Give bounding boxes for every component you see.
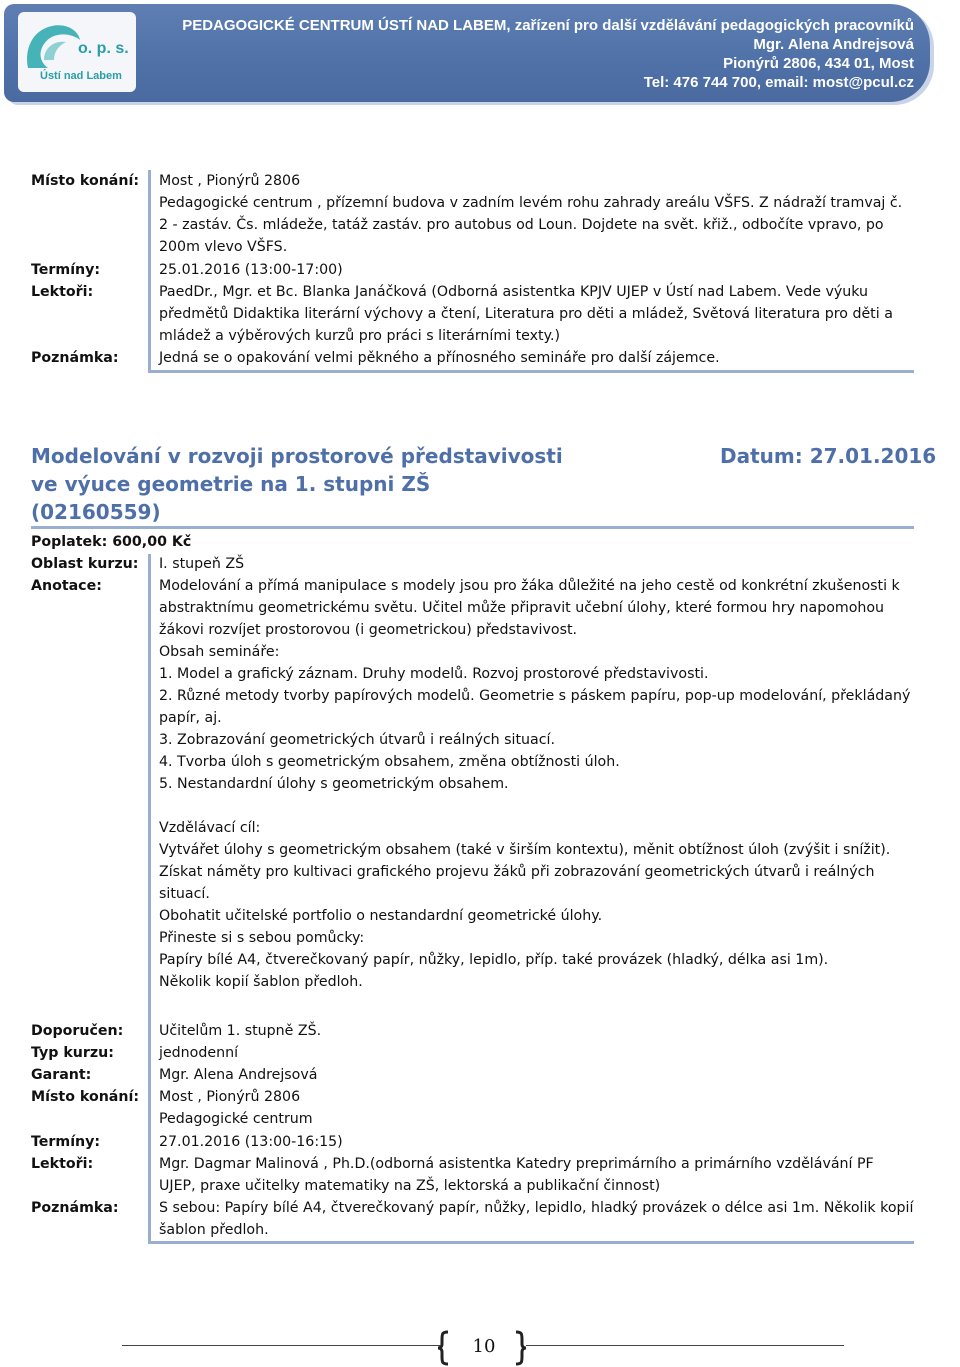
- doporucen-label: Doporučen:: [31, 1023, 124, 1039]
- logo-swirl-icon: [22, 20, 82, 74]
- anotace-cil-item: Obohatit učitelské portfolio o nestandardní geometrické úlohy.: [159, 908, 603, 924]
- course-title-line1: Modelování v rozvoji prostorové představivosti: [31, 444, 563, 468]
- prev-bottom-rule: [148, 370, 914, 373]
- oblast-label: Oblast kurzu:: [31, 556, 139, 572]
- prev-poznamka-label: Poznámka:: [31, 350, 119, 366]
- page-number: 10: [472, 1336, 496, 1357]
- poznamka-value: S sebou: Papíry bílé A4, čtverečkovaný papír, nůžky, lepidlo, hladký provázek o délce asi 1m. Několik kopií šablon předloh.: [159, 1200, 914, 1238]
- poznamka-label: Poznámka:: [31, 1200, 119, 1216]
- typ-value: jednodenní: [159, 1045, 239, 1061]
- misto-address: Most , Pionýrů 2806: [159, 1089, 301, 1105]
- anotace-obsah-heading: Obsah semináře:: [159, 644, 280, 660]
- prev-terminy-value: 25.01.2016 (13:00-17:00): [159, 262, 343, 278]
- garant-value: Mgr. Alena Andrejsová: [159, 1067, 318, 1083]
- course-date: Datum: 27.01.2016: [720, 444, 937, 468]
- terminy-label: Termíny:: [31, 1134, 101, 1150]
- anotace-intro: Modelování a přímá manipulace s modely jsou pro žáka důležité na jeho cestě od konkrétní zkušenosti k abstraktnímu geometrickému světu. Učitel může připravit učební úlohy, které formou hry napomohou žákovi rozvíjet prostorovou (i geometrickou) představivost.: [159, 578, 900, 638]
- anotace-spacer: [159, 795, 914, 817]
- course-title-rule: [31, 526, 914, 529]
- header-contact: [182, 16, 914, 92]
- doporucen-value: Učitelům 1. stupně ZŠ.: [159, 1023, 322, 1039]
- anotace-item: 3. Zobrazování geometrických útvarů i reálných situací.: [159, 732, 555, 748]
- oblast-value: I. stupeň ZŠ: [159, 556, 245, 572]
- footer-right-brace-icon: [514, 1330, 528, 1366]
- anotace-label: Anotace:: [31, 578, 102, 594]
- logo-ops: o. p. s.: [78, 40, 129, 57]
- anotace-pomucky-item: Několik kopií šablon předloh.: [159, 974, 363, 990]
- prev-poznamka-value: Jedná se o opakování velmi pěkného a přínosného semináře pro další zájemce.: [159, 350, 720, 366]
- footer-line-right: [526, 1345, 844, 1346]
- header-director: Mgr. Alena Andrejsová: [753, 36, 914, 53]
- header-address: Pionýrů 2806, 434 01, Most: [723, 55, 914, 72]
- header-phone-email: Tel: 476 744 700, email: most@pcul.cz: [643, 74, 914, 91]
- anotace-item: 4. Tvorba úloh s geometrickým obsahem, změna obtížnosti úloh.: [159, 754, 620, 770]
- prev-lektori-label: Lektoři:: [31, 284, 94, 300]
- prev-misto-address: Most , Pionýrů 2806: [159, 173, 301, 189]
- prev-terminy-label: Termíny:: [31, 262, 101, 278]
- anotace-item: 5. Nestandardní úlohy s geometrickým obsahem.: [159, 776, 509, 792]
- course-title-line2: ve výuce geometrie na 1. stupni ZŠ: [31, 472, 431, 496]
- anotace-item: 1. Model a grafický záznam. Druhy modelů. Rozvoj prostorové představivosti.: [159, 666, 709, 682]
- prev-lektori-value: PaedDr., Mgr. et Bc. Blanka Janáčková (Odborná asistentka KPJV UJEP v Ústí nad Labem. Vede výuku předmětů Didaktika literární výchovy a čtení, Literatura pro děti a mládež, Světová literatura pro děti a mládež a výběrových kurzů pro práci s literárními texty.): [159, 284, 893, 344]
- lektori-label: Lektoři:: [31, 1156, 94, 1172]
- anotace-value: [159, 575, 914, 993]
- footer-left-brace-icon: [436, 1330, 450, 1366]
- pc-logo: [18, 12, 136, 92]
- anotace-item: 2. Různé metody tvorby papírových modelů. Geometrie s páskem papíru, pop-up modelování, překládaný papír, aj.: [159, 688, 911, 726]
- header-org-name: PEDAGOGICKÉ CENTRUM ÚSTÍ NAD LABEM, zařízení pro další vzdělávání pedagogických pracovníků: [182, 17, 914, 34]
- anotace-cil-item: Vytvářet úlohy s geometrickým obsahem (také v širším kontextu), měnit obtížnost úloh (zvýšit i snížit).: [159, 842, 891, 858]
- anotace-pomucky-heading: Přineste si s sebou pomůcky:: [159, 930, 365, 946]
- terminy-value: 27.01.2016 (13:00-16:15): [159, 1134, 343, 1150]
- garant-label: Garant:: [31, 1067, 92, 1083]
- course-fee: Poplatek: 600,00 Kč: [31, 534, 192, 550]
- lektori-value: Mgr. Dagmar Malinová , Ph.D.(odborná asistentka Katedry preprimárního a primárního vzdělávání PF UJEP, praxe učitelky matematiky na ZŠ, lektorská a publikační činnost): [159, 1156, 874, 1194]
- course-bottom-rule: [148, 1241, 914, 1244]
- prev-vertical-rule: [148, 170, 151, 373]
- prev-misto-label: Místo konání:: [31, 173, 140, 189]
- header-banner: [4, 4, 930, 102]
- anotace-cil-item: Získat náměty pro kultivaci grafického projevu žáků při zobrazování geometrických útvarů i reálných situací.: [159, 864, 875, 902]
- course-code: (02160559): [31, 500, 161, 524]
- typ-label: Typ kurzu:: [31, 1045, 114, 1061]
- prev-misto-directions: Pedagogické centrum , přízemní budova v zadním levém rohu zahrady areálu VŠFS. Z nádraží tramvaj č. 2 - zastáv. Čs. mládeže, tatáž zastáv. pro autobus od Loun. Dojdete na svět. křiž., odbočíte vpravo, po 200m vlevo VŠFS.: [159, 195, 903, 255]
- course-vertical-rule: [148, 554, 151, 1244]
- footer-line-left: [122, 1345, 440, 1346]
- logo-city: Ústí nad Labem: [40, 70, 122, 82]
- course-title: [31, 442, 591, 526]
- anotace-pomucky-item: Papíry bílé A4, čtverečkovaný papír, nůžky, lepidlo, příp. také provázek (hladký, délka asi 1m).: [159, 952, 829, 968]
- misto-building: Pedagogické centrum: [159, 1111, 313, 1127]
- anotace-cil-heading: Vzdělávací cíl:: [159, 820, 261, 836]
- misto-label: Místo konání:: [31, 1089, 140, 1105]
